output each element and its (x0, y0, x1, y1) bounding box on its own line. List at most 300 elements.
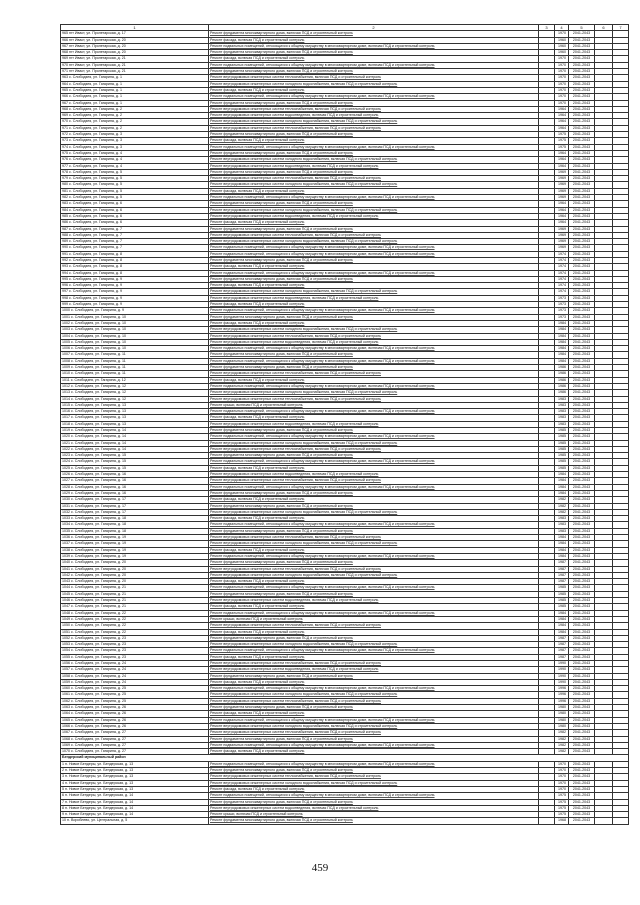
build-year: 1970 (555, 761, 569, 767)
work-type: Ремонт фундамента многоквартирного дома, включая ПСД и строительный контроль (209, 226, 539, 232)
repair-period: 2041-2043 (569, 635, 595, 641)
row-number: 1003 (62, 327, 70, 332)
address: с. Слободзея, ул. Гагарина, д. 25 (71, 698, 127, 703)
repair-period: 2041-2043 (569, 150, 595, 156)
work-type: Ремонт фасада, включая ПСД и строительный контроль (209, 188, 539, 194)
repair-period: 2041-2043 (569, 610, 595, 616)
row-number: 1032 (62, 509, 70, 514)
repair-period: 2041-2043 (569, 572, 595, 578)
row-number: 1024 (62, 459, 70, 464)
build-year: 1969 (555, 239, 569, 245)
row-number: 1066 (62, 723, 70, 728)
repair-period: 2041-2043 (569, 87, 595, 93)
work-type: Ремонт фасада, включая ПСД и строительный контроль (209, 786, 539, 792)
row-number: 1010 (62, 371, 70, 376)
address: с. Слободзея, ул. Гагарина, д. 6 (69, 220, 123, 225)
row-number: 1009 (62, 365, 70, 370)
work-type: Ремонт подвальных помещений, относящихся к общему имуществу в многоквартирном доме, включая ПСД и строительный контроль (209, 434, 539, 440)
row-number: 1052 (62, 635, 70, 640)
row-number: 996 (62, 283, 68, 288)
row-number: 978 (62, 169, 68, 174)
build-year: 1986 (555, 390, 569, 396)
work-type: Ремонт внутридомовых инженерных систем холодного водоснабжения, включая ПСД и строительный контроль (209, 207, 539, 213)
address: с. Слободзея, ул. Гагарина, д. 7 (69, 226, 123, 231)
work-type: Ремонт фундамента многоквартирного дома, включая ПСД и строительный контроль (209, 69, 539, 75)
work-type: Ремонт крыши, включая ПСД и строительный контроль (209, 616, 539, 622)
row-number: 1038 (62, 547, 70, 552)
work-type: Ремонт подвальных помещений, относящихся к общему имуществу в многоквартирном доме, включая ПСД и строительный контроль (209, 43, 539, 49)
capital-repair-table (60, 24, 629, 825)
address: с. Слободзея, ул. Гагарина, д. 14 (71, 440, 127, 445)
repair-period: 2041-2043 (569, 220, 595, 226)
repair-period: 2041-2043 (569, 289, 595, 295)
build-year: 1984 (555, 339, 569, 345)
row-number: 992 (62, 257, 68, 262)
repair-period: 2041-2043 (569, 157, 595, 163)
repair-period: 2041-2043 (569, 119, 595, 125)
repair-period: 2041-2043 (569, 705, 595, 711)
build-year: 1984 (555, 541, 569, 547)
work-type: Ремонт крыши, включая ПСД и строительный контроль (209, 812, 539, 818)
row-number: 979 (62, 176, 68, 181)
address: п. Новое Бендеры, ул. Бендерская, д. 13 (65, 768, 134, 773)
address: с. Слободзея, ул. Гагарина, д. 5 (69, 188, 123, 193)
address: с. Слободзея, ул. Гагарина, д. 22 (71, 616, 127, 621)
work-type: Ремонт подвальных помещений, относящихся к общему имуществу в многоквартирном доме, включая ПСД и строительный контроль (209, 717, 539, 723)
address: с. Слободзея, ул. Гагарина, д. 19 (71, 541, 127, 546)
address: с. Слободзея, ул. Гагарина, д. 9 (69, 302, 123, 307)
address: с. Слободзея, ул. Гагарина, д. 19 (71, 535, 127, 540)
row-number: 981 (62, 188, 68, 193)
address: с. Слободзея, ул. Гагарина, д. 26 (71, 723, 127, 728)
build-year: 1980 (555, 705, 569, 711)
build-year: 1970 (555, 62, 569, 68)
address: с. Слободзея, ул. Гагарина, д. 14 (71, 434, 127, 439)
address: с. Слободзея, ул. Гагарина, д. 22 (71, 623, 127, 628)
build-year: 1987 (555, 560, 569, 566)
work-type: Ремонт внутридомовых инженерных систем водоотведения, включая ПСД и строительный контроль (209, 213, 539, 219)
build-year: 1984 (555, 623, 569, 629)
work-type: Ремонт фасада, включая ПСД и строительный контроль (209, 37, 539, 43)
address: п. Новое Бендеры, ул. Бендерская, д. 13 (65, 761, 134, 766)
build-year: 1983 (555, 421, 569, 427)
repair-period: 2041-2043 (569, 314, 595, 320)
address: с. Слободзея, ул. Гагарина, д. 3 (69, 132, 123, 137)
build-year: 1986 (555, 377, 569, 383)
address: с. Слободзея, ул. Гагарина, д. 12 (71, 396, 127, 401)
repair-period: 2041-2043 (569, 686, 595, 692)
address: пгт Иваст, ул. Пролетарская, д. 20 (69, 50, 126, 55)
repair-period: 2041-2043 (569, 648, 595, 654)
work-type: Ремонт подвальных помещений, относящихся к общему имуществу в многоквартирном доме, включая ПСД и строительный контроль (209, 346, 539, 352)
work-type: Ремонт фасада, включая ПСД и строительный контроль (209, 264, 539, 270)
work-type: Ремонт фундамента многоквартирного дома, включая ПСД и строительный контроль (209, 768, 539, 774)
work-type: Ремонт внутридомовых инженерных систем водоотведения, включая ПСД и строительный контроль (209, 339, 539, 345)
build-year: 1984 (555, 333, 569, 339)
build-year: 1970 (555, 81, 569, 87)
build-year: 1983 (555, 409, 569, 415)
address: с. Слободзея, ул. Гагарина, д. 24 (71, 660, 127, 665)
build-year: 1987 (555, 579, 569, 585)
row-number: 991 (62, 251, 68, 256)
build-year: 1974 (555, 264, 569, 270)
row-number: 988 (62, 232, 68, 237)
work-type: Ремонт фундамента многоквартирного дома, включая ПСД и строительный контроль (209, 736, 539, 742)
build-year: 1980 (555, 711, 569, 717)
build-year: 1968 (555, 818, 569, 824)
address: с. Слободзея, ул. Гагарина, д. 10 (71, 320, 127, 325)
build-year: 1987 (555, 654, 569, 660)
row-number: 1044 (62, 585, 70, 590)
repair-period: 2041-2043 (569, 125, 595, 131)
build-year: 1987 (555, 572, 569, 578)
repair-period: 2041-2043 (569, 598, 595, 604)
row-number: 1059 (62, 679, 70, 684)
build-year: 1983 (555, 528, 569, 534)
address: с. Слободзея, ул. Гагарина, д. 13 (71, 409, 127, 414)
build-year: 1996 (555, 692, 569, 698)
address: п. Новое Бендеры, ул. Бендерская, д. 13 (65, 780, 134, 785)
row-number: 1060 (62, 686, 70, 691)
address: с. Слободзея, ул. Гагарина, д. 11 (71, 352, 126, 357)
empty-cell (613, 818, 629, 824)
repair-period: 2041-2043 (569, 446, 595, 452)
address: с. Слободзея, ул. Гагарина, д. 8 (69, 251, 123, 256)
address: с. Слободзея, ул. Гагарина, д. 12 (71, 383, 127, 388)
repair-period: 2041-2043 (569, 69, 595, 75)
repair-period: 2041-2043 (569, 409, 595, 415)
repair-period: 2041-2043 (569, 31, 595, 37)
row-number: 1048 (62, 610, 70, 615)
work-type: Ремонт внутридомовых инженерных систем холодного водоснабжения, включая ПСД и строительный контроль (209, 509, 539, 515)
work-type: Ремонт фасада, включая ПСД и строительный контроль (209, 516, 539, 522)
document-sheet (60, 24, 622, 825)
address: с. Слободзея, ул. Гагарина, д. 15 (71, 453, 127, 458)
work-type: Ремонт фасада, включая ПСД и строительный контроль (209, 377, 539, 383)
work-type: Ремонт подвальных помещений, относящихся к общему имуществу в многоквартирном доме, включая ПСД и строительный контроль (209, 94, 539, 100)
address: с. Слободзея, ул. Гагарина, д. 26 (71, 711, 127, 716)
address: с. Слободзея, ул. Гагарина, д. 1 (69, 100, 123, 105)
build-year: 1985 (555, 453, 569, 459)
work-type: Ремонт фундамента многоквартирного дома, включая ПСД и строительный контроль (209, 453, 539, 459)
row-number: 1043 (62, 579, 70, 584)
row-number: 5 (62, 786, 64, 791)
row-number: 1004 (62, 333, 70, 338)
repair-period: 2041-2043 (569, 390, 595, 396)
repair-period: 2041-2043 (569, 232, 595, 238)
address: п. Новое Бендеры, ул. Бендерская, д. 13 (65, 774, 134, 779)
work-type: Ремонт внутридомовых инженерных систем холодного водоснабжения, включая ПСД и строительный контроль (209, 723, 539, 729)
row-number: 998 (62, 295, 68, 300)
row-number: 10 (62, 818, 66, 823)
row-number: 3 (62, 774, 64, 779)
row-number: 1014 (62, 396, 70, 401)
repair-period: 2041-2043 (569, 421, 595, 427)
build-year: 1996 (555, 698, 569, 704)
row-number: 1013 (62, 390, 70, 395)
address: с. Слободзея, ул. Гагарина, д. 1 (69, 87, 123, 92)
build-year: 1969 (555, 245, 569, 251)
repair-period: 2041-2043 (569, 396, 595, 402)
build-year: 1969 (555, 195, 569, 201)
work-type: Ремонт крыши, включая ПСД и строительный контроль (209, 402, 539, 408)
address: с. Слободзея, ул. Гагарина, д. 17 (71, 497, 127, 502)
repair-period: 2041-2043 (569, 553, 595, 559)
empty-cell (539, 818, 555, 824)
work-type: Ремонт внутридомовых инженерных систем теплоснабжения, включая ПСД и строительный контроль (209, 446, 539, 452)
row-number: 1001 (62, 314, 70, 319)
work-type: Ремонт фундамента многоквартирного дома, включая ПСД и строительный контроль (209, 257, 539, 263)
work-type: Ремонт подвальных помещений, относящихся к общему имуществу в многоквартирном доме, включая ПСД и строительный контроль (209, 610, 539, 616)
row-number: 1002 (62, 320, 70, 325)
address: с. Слободзея, ул. Гагарина, д. 20 (71, 572, 127, 577)
build-year: 1964 (555, 113, 569, 119)
address: с. Слободзея, ул. Гагарина, д. 9 (69, 283, 123, 288)
address-cell (61, 818, 209, 824)
build-year: 1984 (555, 610, 569, 616)
row-number: 1000 (62, 308, 70, 313)
build-year: 1984 (555, 472, 569, 478)
row-number: 990 (62, 245, 68, 250)
repair-period: 2041-2043 (569, 201, 595, 207)
work-type: Ремонт фундамента многоквартирного дома, включая ПСД и строительный контроль (209, 314, 539, 320)
address: с. Слободзея, ул. Гагарина, д. 21 (71, 585, 127, 590)
row-number: 971 (62, 69, 68, 74)
repair-period: 2041-2043 (569, 283, 595, 289)
row-number: 1031 (62, 503, 70, 508)
build-year: 1982 (555, 742, 569, 748)
work-type: Ремонт внутридомовых инженерных систем водоотведения, включая ПСД и строительный контроль (209, 805, 539, 811)
repair-period: 2041-2043 (569, 818, 595, 824)
build-year: 1985 (555, 459, 569, 465)
address: с. Слободзея, ул. Гагарина, д. 18 (71, 516, 127, 521)
build-year: 1970 (555, 780, 569, 786)
repair-period: 2041-2043 (569, 799, 595, 805)
build-year: 1984 (555, 490, 569, 496)
work-type: Ремонт внутридомовых инженерных систем холодного водоснабжения, включая ПСД и строительный контроль (209, 182, 539, 188)
work-type: Ремонт фасада, включая ПСД и строительный контроль (209, 220, 539, 226)
repair-period: 2041-2043 (569, 503, 595, 509)
address: с. Слободзея, ул. Гагарина, д. 8 (69, 270, 123, 275)
address: с. Слободзея, ул. Гагарина, д. 23 (71, 648, 127, 653)
address: с. Слободзея, ул. Гагарина, д. 4 (69, 150, 123, 155)
row-number: 986 (62, 220, 68, 225)
row-number: 1047 (62, 604, 70, 609)
address: с. Слободзея, ул. Гагарина, д. 25 (71, 686, 127, 691)
row-number: 1028 (62, 484, 70, 489)
repair-period: 2041-2043 (569, 459, 595, 465)
row-number: 9 (62, 812, 64, 817)
build-year: 1982 (555, 749, 569, 755)
repair-period: 2041-2043 (569, 490, 595, 496)
build-year: 1974 (555, 251, 569, 257)
row-number: 994 (62, 270, 68, 275)
address: с. Слободзея, ул. Гагарина, д. 1 (69, 94, 123, 99)
work-type: Ремонт подвальных помещений, относящихся к общему имуществу в многоквартирном доме, включая ПСД и строительный контроль (209, 308, 539, 314)
repair-period: 2041-2043 (569, 591, 595, 597)
work-type: Ремонт фасада, включая ПСД и строительный контроль (209, 283, 539, 289)
row-number: 965 (62, 31, 68, 36)
address: пгт Иваст, ул. Пролетарская, д. 17 (69, 31, 126, 36)
address: с. Слободзея, ул. Гагарина, д. 4 (69, 163, 123, 168)
row-number: 7 (62, 799, 64, 804)
work-type: Ремонт внутридомовых инженерных систем теплоснабжения, включая ПСД и строительный контроль (209, 660, 539, 666)
repair-period: 2041-2043 (569, 541, 595, 547)
repair-period: 2041-2043 (569, 736, 595, 742)
row-number: 983 (62, 201, 68, 206)
work-type: Ремонт фасада, включая ПСД и строительный контроль (209, 604, 539, 610)
work-type: Ремонт фасада, включая ПСД и строительный контроль (209, 579, 539, 585)
build-year: 1975 (555, 132, 569, 138)
row-number: 974 (62, 144, 68, 149)
work-type: Ремонт внутридомовых инженерных систем холодного водоснабжения, включая ПСД и строительный контроль (209, 572, 539, 578)
repair-period: 2041-2043 (569, 295, 595, 301)
work-type: Ремонт фасада, включая ПСД и строительный контроль (209, 302, 539, 308)
repair-period: 2041-2043 (569, 144, 595, 150)
address: с. Слободзея, ул. Гагарина, д. 5 (69, 182, 123, 187)
work-type: Ремонт внутридомовых инженерных систем водоотведения, включая ПСД и строительный контроль (209, 472, 539, 478)
repair-period: 2041-2043 (569, 642, 595, 648)
build-year: 1982 (555, 736, 569, 742)
build-year: 1970 (555, 56, 569, 62)
build-year: 1985 (555, 591, 569, 597)
repair-period: 2041-2043 (569, 182, 595, 188)
work-type: Ремонт внутридомовых инженерных систем теплоснабжения, включая ПСД и строительный контроль (209, 535, 539, 541)
build-year: 1964 (555, 220, 569, 226)
work-type: Ремонт фундамента многоквартирного дома, включая ПСД и строительный контроль (209, 352, 539, 358)
address: пгт Иваст, ул. Пролетарская, д. 20 (69, 37, 126, 42)
address: с. Слободзея, ул. Гагарина, д. 21 (71, 591, 127, 596)
row-number: 1030 (62, 497, 70, 502)
row-number: 1017 (62, 415, 70, 420)
repair-period: 2041-2043 (569, 623, 595, 629)
row-number: 1063 (62, 705, 70, 710)
address: п. Новое Бендеры, ул. Бендерская, д. 14 (65, 812, 134, 817)
repair-period: 2041-2043 (569, 239, 595, 245)
repair-period: 2041-2043 (569, 786, 595, 792)
repair-period: 2041-2043 (569, 768, 595, 774)
work-type: Ремонт внутридомовых инженерных систем водоотведения, включая ПСД и строительный контроль (209, 421, 539, 427)
address: с. Слободзея, ул. Гагарина, д. 20 (71, 566, 127, 571)
repair-period: 2041-2043 (569, 333, 595, 339)
address: с. Слободзея, ул. Гагарина, д. 4 (69, 157, 123, 162)
repair-period: 2041-2043 (569, 138, 595, 144)
address: с. Слободзея, ул. Гагарина, д. 3 (69, 138, 123, 143)
build-year: 1987 (555, 635, 569, 641)
address: с. Слободзея, ул. Гагарина, д. 15 (71, 459, 127, 464)
build-year: 1975 (555, 138, 569, 144)
work-type: Ремонт внутридомовых инженерных систем холодного водоснабжения, включая ПСД и строительный контроль (209, 541, 539, 547)
work-type: Ремонт фундамента многоквартирного дома, включая ПСД и строительный контроль (209, 169, 539, 175)
build-year: 1983 (555, 415, 569, 421)
row-number: 1021 (62, 440, 70, 445)
repair-period: 2041-2043 (569, 673, 595, 679)
address: с. Слободзея, ул. Гагарина, д. 27 (71, 730, 127, 735)
row-number: 1065 (62, 717, 70, 722)
repair-period: 2041-2043 (569, 692, 595, 698)
build-year: 1985 (555, 598, 569, 604)
row-number: 1057 (62, 667, 70, 672)
work-type: Ремонт подвальных помещений, относящихся к общему имуществу в многоквартирном доме, включая ПСД и строительный контроль (209, 585, 539, 591)
work-type: Ремонт внутридомовых инженерных систем холодного водоснабжения, включая ПСД и строительный контроль (209, 289, 539, 295)
work-type: Ремонт подвальных помещений, относящихся к общему имуществу в многоквартирном доме, включая ПСД и строительный контроль (209, 459, 539, 465)
repair-period: 2041-2043 (569, 132, 595, 138)
build-year: 1974 (555, 270, 569, 276)
repair-period: 2041-2043 (569, 579, 595, 585)
build-year: 1960 (555, 43, 569, 49)
header-cell: 4 (555, 25, 569, 31)
address: с. Слободзея, ул. Гагарина, д. 9 (71, 308, 125, 313)
work-type: Ремонт фасада, включая ПСД и строительный контроль (209, 320, 539, 326)
repair-period: 2041-2043 (569, 428, 595, 434)
address: с. Слободзея, ул. Гагарина, д. 24 (71, 667, 127, 672)
repair-period: 2041-2043 (569, 251, 595, 257)
address: с. Слободзея, ул. Гагарина, д. 27 (71, 736, 127, 741)
row-number: 966 (62, 94, 68, 99)
address: пгт Иваст, ул. Пролетарская, д. 21 (69, 69, 126, 74)
repair-period: 2041-2043 (569, 176, 595, 182)
build-year: 1985 (555, 585, 569, 591)
row-number: 1015 (62, 402, 70, 407)
build-year: 1974 (555, 283, 569, 289)
row-number: 973 (62, 138, 68, 143)
row-number: 984 (62, 207, 68, 212)
work-type: Ремонт фундамента многоквартирного дома, включая ПСД и строительный контроль (209, 31, 539, 37)
build-year: 1974 (555, 276, 569, 282)
repair-period: 2041-2043 (569, 654, 595, 660)
work-type: Ремонт внутридомовых инженерных систем теплоснабжения, включая ПСД и строительный контроль (209, 106, 539, 112)
address: с. Слободзея, ул. Гагарина, д. 2 (69, 106, 123, 111)
repair-period: 2041-2043 (569, 94, 595, 100)
row-number: 968 (62, 50, 68, 55)
address: с. Слободзея, ул. Гагарина, д. 10 (71, 333, 127, 338)
row-number: 965 (62, 87, 68, 92)
repair-period: 2041-2043 (569, 730, 595, 736)
row-number: 1069 (62, 742, 70, 747)
build-year: 1983 (555, 402, 569, 408)
work-type: Ремонт фундамента многоквартирного дома, включая ПСД и строительный контроль (209, 150, 539, 156)
row-number: 970 (62, 62, 68, 67)
table-body (61, 31, 629, 824)
work-type: Ремонт внутридомовых инженерных систем холодного водоснабжения, включая ПСД и строительный контроль (209, 642, 539, 648)
build-year: 1987 (555, 648, 569, 654)
build-year: 1985 (555, 428, 569, 434)
row-number: 1055 (62, 654, 70, 659)
work-type: Ремонт внутридомовых инженерных систем теплоснабжения, включая ПСД и строительный контроль (209, 396, 539, 402)
build-year: 1985 (555, 434, 569, 440)
work-type: Ремонт внутридомовых инженерных систем водоотведения, включая ПСД и строительный контроль (209, 163, 539, 169)
address: с. Слободзея, ул. Гагарина, д. 8 (69, 257, 123, 262)
row-number: 969 (62, 56, 68, 61)
build-year: 1970 (555, 75, 569, 81)
work-type: Ремонт внутридомовых инженерных систем теплоснабжения, включая ПСД и строительный контроль (209, 478, 539, 484)
row-number: 987 (62, 226, 68, 231)
repair-period: 2041-2043 (569, 660, 595, 666)
header-cell: 6 (595, 25, 613, 31)
address: с. Слободзея, ул. Гагарина, д. 7 (69, 232, 123, 237)
row-number: 1033 (62, 516, 70, 521)
build-year: 1970 (555, 31, 569, 37)
work-type: Ремонт фасада, включая ПСД и строительный контроль (209, 547, 539, 553)
build-year: 1973 (555, 295, 569, 301)
address: с. Слободзея, ул. Гагарина, д. 5 (69, 195, 123, 200)
repair-period: 2041-2043 (569, 440, 595, 446)
address: с. Слободзея, ул. Гагарина, д. 2 (69, 113, 123, 118)
repair-period: 2041-2043 (569, 402, 595, 408)
address: с. Слободзея, ул. Гагарина, д. 27 (71, 749, 127, 754)
address: с. Слободзея, ул. Гагарина, д. 8 (69, 264, 123, 269)
repair-period: 2041-2043 (569, 56, 595, 62)
